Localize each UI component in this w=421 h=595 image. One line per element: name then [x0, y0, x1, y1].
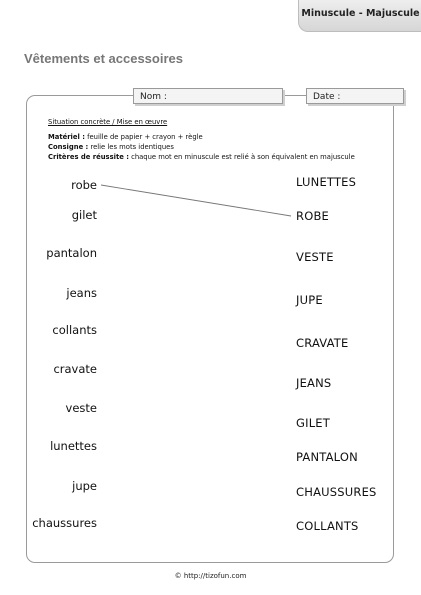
page-title: Vêtements et accessoires: [24, 51, 183, 66]
left-word[interactable]: veste: [65, 401, 97, 415]
materiel-value: feuille de papier + crayon + règle: [84, 133, 203, 141]
name-label: Nom :: [140, 92, 167, 102]
example-connection-line: [101, 185, 291, 216]
criteres-value: chaque mot en minuscule est relié à son équivalent en majuscule: [128, 153, 355, 161]
right-word[interactable]: LUNETTES: [296, 175, 357, 189]
situation-text: Situation concrète / Mise en œuvre: [48, 118, 168, 126]
left-word[interactable]: pantalon: [46, 246, 97, 260]
copyright-icon: ©: [174, 572, 182, 580]
left-word[interactable]: robe: [71, 178, 97, 192]
right-word[interactable]: JUPE: [296, 293, 323, 307]
right-word[interactable]: CHAUSSURES: [296, 485, 377, 499]
right-word[interactable]: ROBE: [296, 209, 329, 223]
right-word[interactable]: COLLANTS: [296, 519, 359, 533]
left-word[interactable]: chaussures: [32, 516, 97, 530]
right-word[interactable]: CRAVATE: [296, 336, 349, 350]
footer: [0, 572, 421, 580]
right-word[interactable]: GILET: [296, 416, 331, 430]
materiel-label: Matériel :: [48, 133, 85, 141]
left-word[interactable]: jupe: [72, 479, 97, 493]
consigne-label: Consigne :: [48, 143, 89, 151]
left-word[interactable]: cravate: [53, 362, 97, 376]
left-word[interactable]: jeans: [66, 286, 97, 300]
criteres-label: Critères de réussite :: [48, 153, 129, 161]
date-label: Date :: [313, 92, 341, 102]
left-word[interactable]: gilet: [71, 208, 97, 222]
right-word[interactable]: JEANS: [296, 376, 332, 390]
left-word[interactable]: lunettes: [50, 439, 97, 453]
consigne-value: relie les mots identiques: [88, 143, 174, 151]
tab-label: Minuscule - Majuscule: [301, 8, 420, 19]
left-word[interactable]: collants: [52, 323, 97, 337]
right-word[interactable]: PANTALON: [296, 450, 358, 464]
right-word[interactable]: VESTE: [296, 250, 334, 264]
footer-url[interactable]: http://tizofun.com: [183, 572, 247, 580]
